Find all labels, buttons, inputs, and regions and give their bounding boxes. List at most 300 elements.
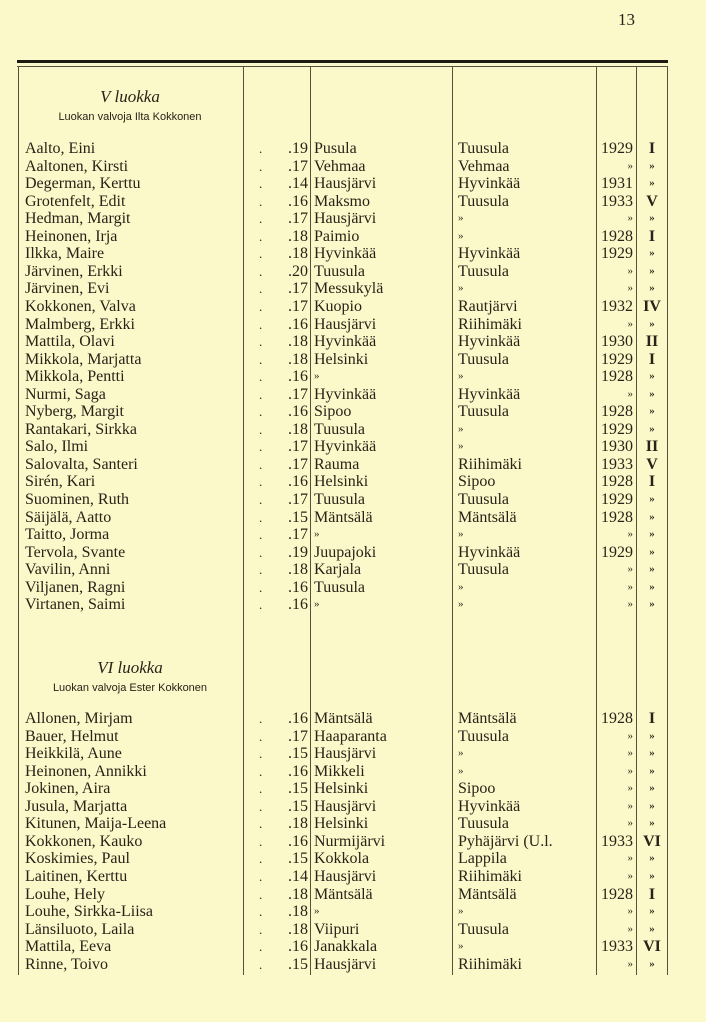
- birth-date: .17: [288, 526, 308, 544]
- student-name: Taitto, Jorma: [25, 526, 110, 544]
- leader-dots: .: [259, 246, 263, 262]
- entry-year: »: [627, 212, 633, 225]
- birth-date: .18: [288, 350, 308, 368]
- student-name: Ilkka, Maire: [25, 245, 105, 263]
- residence: Mäntsälä: [458, 885, 517, 903]
- entry-class: I: [648, 227, 656, 245]
- residence: Hyvinkää: [458, 385, 521, 403]
- leader-dots: .: [259, 334, 263, 350]
- residence: Tuusula: [458, 192, 509, 210]
- student-name: Kokkonen, Kauko: [25, 832, 143, 850]
- entry-year: 1929: [601, 420, 633, 438]
- entry-class: »: [649, 510, 655, 523]
- table-row: [0, 403, 706, 421]
- leader-dots: .: [259, 868, 263, 884]
- birthplace: Hausjärvi: [314, 210, 377, 228]
- student-name: Nurmi, Saga: [25, 385, 106, 403]
- birth-date: .14: [288, 175, 308, 193]
- table-row: [0, 140, 706, 158]
- student-name: Louhe, Sirkka-Liisa: [25, 903, 153, 921]
- birthplace: Helsinki: [314, 473, 369, 491]
- entry-class: I: [648, 885, 656, 903]
- entry-class: »: [649, 729, 655, 742]
- birthplace: »: [314, 370, 320, 383]
- table-row: [0, 298, 706, 316]
- student-name: Mikkola, Pentti: [25, 368, 125, 386]
- student-name: Heikkilä, Aune: [25, 745, 122, 763]
- entry-class: VI: [643, 938, 661, 956]
- student-name: Säijälä, Aatto: [25, 508, 112, 526]
- entry-year: 1928: [601, 710, 633, 727]
- residence: »: [458, 528, 464, 541]
- table-row: [0, 728, 706, 746]
- residence: Tuusula: [458, 815, 509, 833]
- birthplace: Hyvinkää: [314, 333, 377, 351]
- entry-class: »: [649, 905, 655, 918]
- student-name: Järvinen, Erkki: [25, 262, 123, 280]
- residence: Mäntsälä: [458, 508, 517, 526]
- birth-date: .17: [288, 210, 308, 228]
- table-row: [0, 850, 706, 868]
- table-row: [0, 780, 706, 798]
- section-supervisor: Luokan valvoja Ester Kokkonen: [52, 682, 208, 694]
- residence: Tuusula: [458, 491, 509, 508]
- birthplace: Juupajoki: [314, 543, 377, 561]
- residence: Riihimäki: [458, 867, 522, 885]
- leader-dots: .: [259, 456, 263, 472]
- birth-date: .19: [288, 543, 308, 561]
- entry-class: I: [648, 710, 656, 727]
- entry-class: »: [649, 764, 655, 777]
- birthplace: Hyvinkää: [314, 438, 377, 456]
- student-name: Rantakari, Sirkka: [25, 420, 137, 438]
- leader-dots: .: [259, 211, 263, 227]
- residence: Tuusula: [458, 727, 509, 745]
- birthplace: Kuopio: [314, 297, 362, 315]
- birth-date: .16: [288, 596, 308, 614]
- entry-class: V: [646, 192, 658, 210]
- leader-dots: .: [259, 176, 263, 192]
- entry-year: 1929: [601, 491, 633, 508]
- entry-year: »: [627, 580, 633, 593]
- residence: Mäntsälä: [458, 710, 517, 727]
- student-name: Viljanen, Ragni: [25, 578, 126, 596]
- student-name: Kokkonen, Valva: [25, 297, 136, 315]
- student-name: Hedman, Margit: [25, 210, 131, 228]
- birthplace: Helsinki: [314, 815, 369, 833]
- birthplace: Sipoo: [314, 403, 352, 421]
- table-row: [0, 526, 706, 544]
- student-name: Kitunen, Maija-Leena: [25, 815, 167, 833]
- entry-year: »: [627, 317, 633, 330]
- birth-date: .17: [288, 727, 308, 745]
- student-name: Malmberg, Erkki: [25, 315, 135, 333]
- student-name: Jokinen, Aira: [25, 780, 111, 798]
- leader-dots: .: [259, 562, 263, 578]
- birthplace: Viipuri: [314, 920, 360, 938]
- entry-year: »: [627, 563, 633, 576]
- birth-date: .20: [288, 262, 308, 280]
- entry-class: »: [649, 528, 655, 541]
- student-name: Aaltonen, Kirsti: [25, 157, 129, 175]
- leader-dots: .: [259, 316, 263, 332]
- residence: »: [458, 598, 464, 611]
- birthplace: Mäntsälä: [314, 885, 373, 903]
- section-title: V luokka: [100, 87, 160, 106]
- birth-date: .16: [288, 403, 308, 421]
- birthplace: Tuusula: [314, 578, 365, 596]
- entry-class: »: [649, 405, 655, 418]
- residence: Tuusula: [458, 920, 509, 938]
- residence: Hyvinkää: [458, 797, 521, 815]
- birth-date: .18: [288, 420, 308, 438]
- leader-dots: .: [259, 193, 263, 209]
- leader-dots: .: [259, 921, 263, 937]
- birthplace: Kokkola: [314, 850, 370, 868]
- table-row: [0, 456, 706, 474]
- entry-class: »: [649, 493, 655, 505]
- student-name: Louhe, Hely: [25, 885, 105, 903]
- entry-class: »: [649, 957, 655, 970]
- leader-dots: .: [259, 579, 263, 595]
- birthplace: Helsinki: [314, 350, 369, 368]
- student-name: Heinonen, Annikki: [25, 762, 147, 780]
- leader-dots: .: [259, 509, 263, 525]
- entry-class: »: [649, 422, 655, 435]
- entry-year: 1929: [601, 543, 633, 561]
- student-name: Suominen, Ruth: [25, 491, 130, 508]
- leader-dots: .: [259, 886, 263, 902]
- birth-date: .18: [288, 227, 308, 245]
- student-name: Järvinen, Evi: [25, 280, 110, 298]
- entry-class: »: [649, 545, 655, 558]
- table-row: [0, 351, 706, 369]
- table-row: [0, 421, 706, 439]
- entry-year: »: [627, 782, 633, 795]
- birth-date: .16: [288, 762, 308, 780]
- birth-date: .16: [288, 832, 308, 850]
- birthplace: Pusula: [314, 140, 357, 157]
- birthplace: Maksmo: [314, 192, 370, 210]
- residence: Tuusula: [458, 561, 509, 579]
- entry-year: 1928: [601, 403, 633, 421]
- student-name: Koskimies, Paul: [25, 850, 130, 868]
- birthplace: Janakkala: [314, 938, 378, 956]
- entry-year: 1929: [601, 140, 633, 157]
- residence: Tuusula: [458, 403, 509, 421]
- page-number: 13: [618, 10, 635, 29]
- birthplace: Hausjärvi: [314, 955, 377, 973]
- entry-year: »: [627, 387, 633, 400]
- residence: Hyvinkää: [458, 245, 521, 263]
- entry-year: 1928: [601, 227, 633, 245]
- residence: Hyvinkää: [458, 333, 521, 351]
- residence: »: [458, 370, 464, 383]
- residence: Hyvinkää: [458, 543, 521, 561]
- residence: »: [458, 764, 464, 777]
- table-row: [0, 561, 706, 579]
- entry-class: VI: [643, 832, 661, 850]
- birth-date: .15: [288, 745, 308, 763]
- birthplace: »: [314, 528, 320, 541]
- table-row: [0, 596, 706, 614]
- birth-date: .16: [288, 938, 308, 956]
- student-name: Mattila, Olavi: [25, 333, 115, 351]
- residence: »: [458, 580, 464, 593]
- student-name: Grotenfelt, Edit: [25, 192, 126, 210]
- entry-class: »: [649, 282, 655, 295]
- entry-class: I: [648, 140, 656, 157]
- entry-class: »: [649, 782, 655, 795]
- section-supervisor: Luokan valvoja Ilta Kokkonen: [58, 111, 202, 123]
- table-row: [0, 368, 706, 386]
- birthplace: Mikkeli: [314, 762, 365, 780]
- entry-year: 1930: [601, 438, 633, 456]
- table-row: [0, 263, 706, 281]
- section-title: VI luokka: [97, 658, 163, 677]
- student-name: Degerman, Kerttu: [25, 175, 141, 193]
- residence: Riihimäki: [458, 955, 522, 973]
- birthplace: Mäntsälä: [314, 508, 373, 526]
- entry-year: »: [627, 852, 633, 865]
- residence: Tuusula: [458, 262, 509, 280]
- birth-date: .17: [288, 491, 308, 508]
- table-row: [0, 193, 706, 211]
- birthplace: Karjala: [314, 561, 362, 579]
- entry-class: »: [649, 247, 655, 260]
- entry-year: 1933: [601, 192, 633, 210]
- top-rule-thin: [17, 66, 668, 67]
- birthplace: Hausjärvi: [314, 797, 377, 815]
- residence: »: [458, 282, 464, 295]
- leader-dots: .: [259, 781, 263, 797]
- entry-year: 1933: [601, 938, 633, 956]
- entry-class: »: [649, 370, 655, 383]
- leader-dots: .: [259, 904, 263, 920]
- table-row: [0, 833, 706, 851]
- entry-year: »: [627, 905, 633, 918]
- birth-date: .17: [288, 385, 308, 403]
- table-row: [0, 158, 706, 176]
- leader-dots: .: [259, 597, 263, 613]
- entry-year: 1933: [601, 455, 633, 473]
- leader-dots: .: [259, 851, 263, 867]
- entry-class: »: [649, 869, 655, 882]
- residence: »: [458, 212, 464, 225]
- birthplace: »: [314, 905, 320, 918]
- birthplace: »: [314, 598, 320, 611]
- table-row: [0, 210, 706, 228]
- leader-dots: .: [259, 798, 263, 814]
- table-row: [0, 280, 706, 298]
- leader-dots: .: [259, 298, 263, 314]
- table-row: [0, 956, 706, 974]
- birthplace: Rauma: [314, 455, 360, 473]
- birth-date: .16: [288, 315, 308, 333]
- student-name: Länsiluoto, Laila: [25, 920, 135, 938]
- leader-dots: .: [259, 474, 263, 490]
- birth-date: .18: [288, 245, 308, 263]
- entry-class: V: [646, 455, 658, 473]
- table-row: [0, 815, 706, 833]
- birth-date: .17: [288, 157, 308, 175]
- entry-year: 1929: [601, 245, 633, 263]
- birthplace: Tuusula: [314, 420, 365, 438]
- table-row: [0, 763, 706, 781]
- entry-year: »: [627, 282, 633, 295]
- leader-dots: .: [259, 746, 263, 762]
- birth-date: .17: [288, 280, 308, 298]
- entry-year: 1933: [601, 832, 633, 850]
- entry-year: »: [627, 957, 633, 970]
- table-row: [0, 868, 706, 886]
- leader-dots: .: [259, 263, 263, 279]
- student-name: Vavilin, Anni: [25, 561, 111, 579]
- birth-date: .18: [288, 920, 308, 938]
- birthplace: Paimio: [314, 227, 360, 245]
- table-row: [0, 509, 706, 527]
- table-row: [0, 333, 706, 351]
- birth-date: .15: [288, 508, 308, 526]
- birth-date: .18: [288, 885, 308, 903]
- table-row: [0, 579, 706, 597]
- residence: »: [458, 747, 464, 760]
- table-row: [0, 710, 706, 728]
- table-row: [0, 228, 706, 246]
- birth-date: .16: [288, 578, 308, 596]
- birth-date: .18: [288, 333, 308, 351]
- birth-date: .17: [288, 455, 308, 473]
- table-row: [0, 491, 706, 509]
- birthplace: Hausjärvi: [314, 745, 377, 763]
- student-name: Aalto, Eini: [25, 140, 96, 157]
- leader-dots: .: [259, 956, 263, 972]
- birthplace: Tuusula: [314, 491, 365, 508]
- birth-date: .15: [288, 780, 308, 798]
- residence: »: [458, 229, 464, 242]
- entry-class: »: [649, 580, 655, 593]
- residence: Rautjärvi: [458, 297, 518, 315]
- birthplace: Vehmaa: [314, 157, 366, 175]
- birthplace: Hyvinkää: [314, 245, 377, 263]
- entry-class: »: [649, 177, 655, 190]
- entry-class: »: [649, 387, 655, 400]
- table-row: [0, 473, 706, 491]
- top-rule-thick: [17, 60, 668, 63]
- entry-year: »: [627, 598, 633, 611]
- leader-dots: .: [259, 833, 263, 849]
- entry-class: I: [648, 473, 656, 491]
- table-row: [0, 903, 706, 921]
- entry-year: »: [627, 528, 633, 541]
- table-row: [0, 316, 706, 334]
- entry-class: »: [649, 264, 655, 277]
- birthplace: Haaparanta: [314, 727, 387, 745]
- residence: Hyvinkää: [458, 175, 521, 193]
- leader-dots: .: [259, 421, 263, 437]
- birthplace: Hausjärvi: [314, 867, 377, 885]
- birth-date: .14: [288, 867, 308, 885]
- entry-class: »: [649, 317, 655, 330]
- birth-date: .18: [288, 561, 308, 579]
- birth-date: .19: [288, 140, 308, 157]
- entry-class: »: [649, 747, 655, 760]
- birth-date: .17: [288, 438, 308, 456]
- entry-class: II: [645, 438, 659, 456]
- leader-dots: .: [259, 816, 263, 832]
- birth-date: .16: [288, 368, 308, 386]
- birth-date: .18: [288, 815, 308, 833]
- residence: Sipoo: [458, 473, 496, 491]
- entry-year: »: [627, 729, 633, 742]
- table-row: [0, 438, 706, 456]
- residence: »: [458, 422, 464, 435]
- entry-year: 1928: [601, 368, 633, 386]
- residence: Vehmaa: [458, 157, 510, 175]
- leader-dots: .: [259, 404, 263, 420]
- entry-year: »: [627, 747, 633, 760]
- table-row: [0, 745, 706, 763]
- entry-class: I: [648, 350, 656, 368]
- leader-dots: .: [259, 228, 263, 244]
- residence: Sipoo: [458, 780, 496, 798]
- student-name: Rinne, Toivo: [25, 955, 109, 973]
- entry-year: »: [627, 159, 633, 172]
- student-name: Bauer, Helmut: [25, 727, 119, 745]
- residence: »: [458, 905, 464, 918]
- student-name: Salovalta, Santeri: [25, 455, 138, 473]
- leader-dots: .: [259, 544, 263, 560]
- student-name: Virtanen, Saimi: [25, 596, 126, 614]
- entry-class: IV: [643, 297, 661, 315]
- birthplace: Tuusula: [314, 262, 365, 280]
- table-row: [0, 921, 706, 939]
- student-name: Allonen, Mirjam: [25, 710, 133, 727]
- residence: Riihimäki: [458, 315, 522, 333]
- birthplace: Hausjärvi: [314, 175, 377, 193]
- birthplace: Hyvinkää: [314, 385, 377, 403]
- leader-dots: .: [259, 728, 263, 744]
- entry-year: »: [627, 799, 633, 812]
- entry-class: »: [649, 922, 655, 935]
- entry-year: 1928: [601, 885, 633, 903]
- leader-dots: .: [259, 141, 263, 156]
- birth-date: .16: [288, 473, 308, 491]
- leader-dots: .: [259, 351, 263, 367]
- table-row: [0, 175, 706, 193]
- residence: Riihimäki: [458, 455, 522, 473]
- entry-class: »: [649, 159, 655, 172]
- entry-class: »: [649, 852, 655, 865]
- table-row: [0, 245, 706, 263]
- birthplace: Nurmijärvi: [314, 832, 386, 850]
- student-name: Mikkola, Marjatta: [25, 350, 142, 368]
- residence: »: [458, 440, 464, 453]
- entry-year: 1930: [601, 333, 633, 351]
- entry-class: »: [649, 598, 655, 611]
- entry-year: »: [627, 869, 633, 882]
- leader-dots: .: [259, 158, 263, 174]
- birth-date: .17: [288, 297, 308, 315]
- leader-dots: .: [259, 369, 263, 385]
- entry-year: 1929: [601, 350, 633, 368]
- residence: Tuusula: [458, 350, 509, 368]
- residence: »: [458, 940, 464, 953]
- table-row: [0, 798, 706, 816]
- entry-class: »: [649, 563, 655, 576]
- leader-dots: .: [259, 711, 263, 726]
- entry-class: »: [649, 799, 655, 812]
